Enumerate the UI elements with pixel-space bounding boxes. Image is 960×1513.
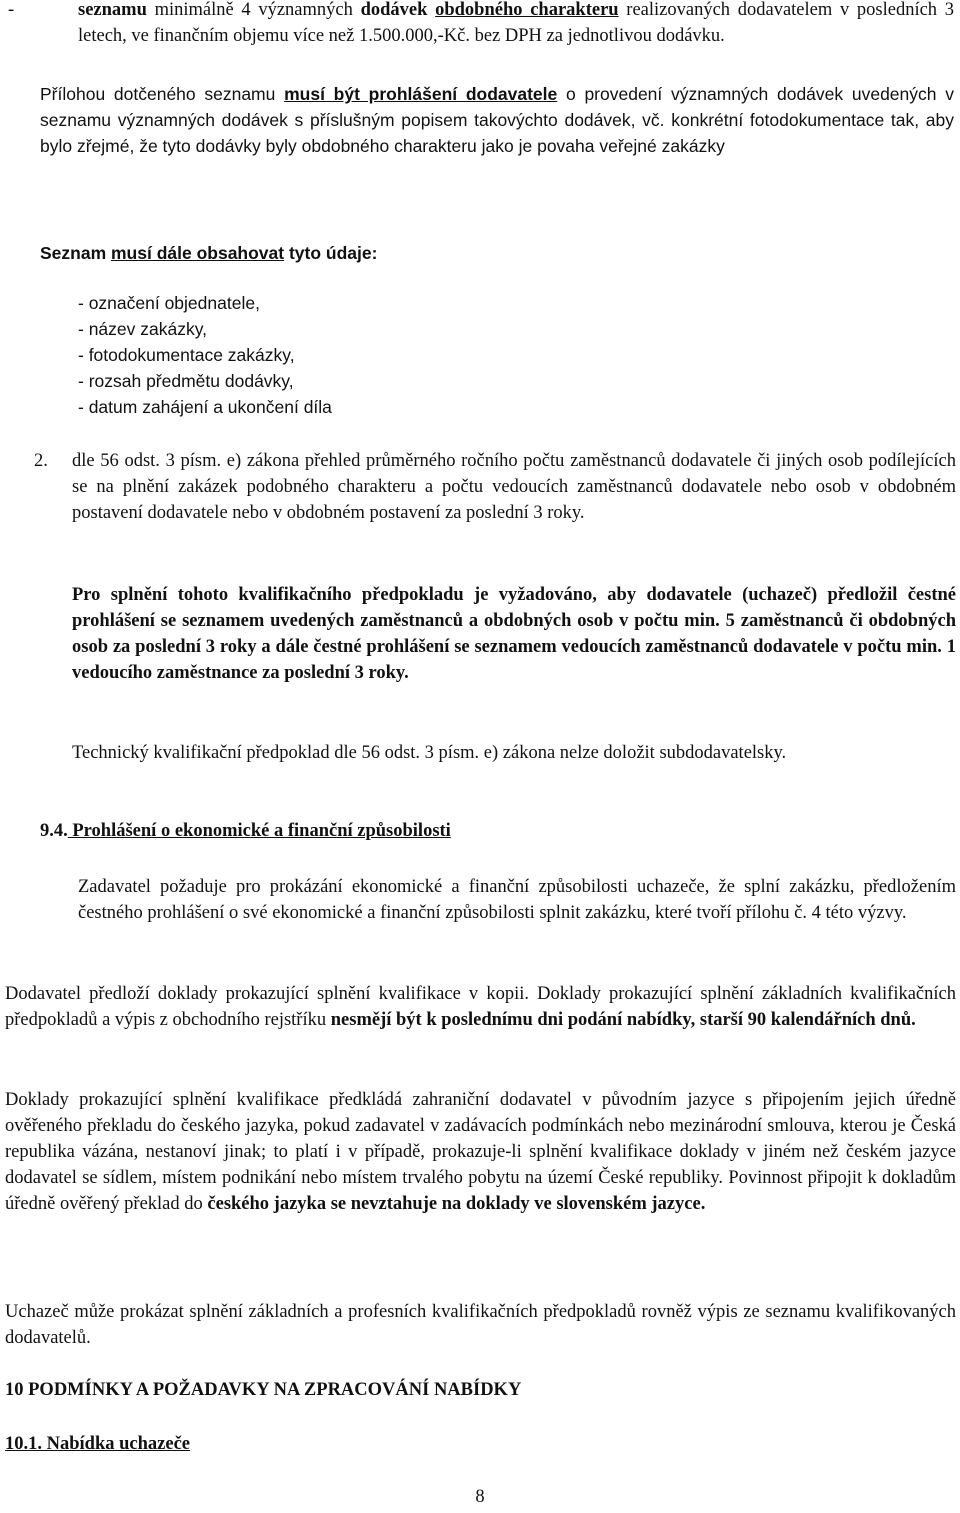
item-2-text: dle 56 odst. 3 písm. e) zákona přehled průměrného ročního počtu zaměstnanců dodavatele či jiných osob podílejících se na plnění zakázek podobného charakteru a počtu vedoucích zaměstnanců dodavatele nebo osob v obdobném postavení dodavatele nebo v obdobném postavení za poslední 3 roky. bbox=[72, 451, 956, 523]
text-bold-underlined: obdobného charakteru bbox=[435, 0, 619, 20]
text-bold-underlined: musí dále obsahovat bbox=[111, 243, 285, 263]
text: realizovaných dodavatelem v posledních 3 letech, ve finančním objemu více než 1.500.000,-Kč. bez DPH za jednotlivou dodávku. bbox=[78, 0, 955, 46]
list-item: - datum zahájení a ukončení díla bbox=[78, 397, 332, 417]
paragraph-uchazec: Uchazeč může prokázat splnění základních a profesních kvalifikačních předpokladů rovněž výpis ze seznamu kvalifikovaných dodavatelů. bbox=[5, 1302, 956, 1348]
paragraph-zadavatel: Zadavatel požaduje pro prokázání ekonomické a finanční způsobilosti uchazeče, že splní zakázku, předložením čestného prohlášení o své ekonomické a finanční způsobilosti splnit zakázku, které tvoří přílohu č. 4 této výzvy. bbox=[78, 877, 956, 923]
text: Přílohou dotčeného seznamu bbox=[40, 84, 285, 104]
text-bold: Seznam bbox=[40, 243, 111, 263]
text-bold: českého jazyka se nevztahuje na doklady ve slovenském jazyce. bbox=[207, 1194, 706, 1214]
text-bold: Pro splnění tohoto kvalifikačního předpokladu je vyžadováno, aby dodavatele (uchazeč) předložil čestné prohlášení se seznamem uvedených zaměstnanců a obdobných osob v počtu min. 5 zaměstnanců či obdobných osob za poslední 3 roky a dále čestné prohlášení se seznamem vedoucích zaměstnanců dodavatele v počtu min. 1 vedoucího zaměstnance za poslední 3 roky. bbox=[72, 585, 956, 683]
list-item: - rozsah předmětu dodávky, bbox=[78, 371, 294, 391]
list-item: - fotodokumentace zakázky, bbox=[78, 345, 295, 365]
seznam-heading bbox=[40, 240, 954, 266]
bullet-dash: - bbox=[8, 0, 15, 20]
paragraph-technicky: Technický kvalifikační předpoklad dle 56 odst. 3 písm. e) zákona nelze doložit subdodavatelsky. bbox=[72, 743, 787, 763]
text: Dodavatel předloží doklady prokazující splnění kvalifikace v kopii. Doklady prokazující splnění základních kvalifikačních předpokladů a výpis z obchodního rejstříku bbox=[5, 984, 956, 1030]
heading-10-1 bbox=[5, 1431, 605, 1457]
section-title: Prohlášení o ekonomické a finanční způsobilosti bbox=[67, 821, 451, 841]
text: Doklady prokazující splnění kvalifikace předkládá zahraniční dodavatel v původním jazyce s připojením jejich úředně ověřeného překladu do českého jazyka, pokud zadavatel v zadávacích podmínkách nebo mezinárodní smlouva, kterou je Česká republika vázána, nestanoví jinak; to platí i v případě, prokazuje-li splnění kvalifikace doklady v jiném než českém jazyce dodavatel se sídlem, místem podnikání nebo místem trvalého pobytu na území České republiky. Povinnost připojit k dokladům úředně ověřený překlad do bbox=[5, 1090, 956, 1214]
section-number: 9.4. bbox=[40, 821, 68, 841]
page-number: 8 bbox=[475, 1487, 485, 1507]
heading-10-1-text: 10.1. Nabídka uchazeče bbox=[5, 1434, 190, 1454]
heading-10-text: 10 PODMÍNKY A POŽADAVKY NA ZPRACOVÁNÍ NABÍDKY bbox=[5, 1380, 522, 1400]
paragraph-pro-splneni bbox=[72, 582, 956, 686]
list-item: - název zakázky, bbox=[78, 319, 208, 339]
text bbox=[427, 0, 435, 20]
text-bold: nesmějí být k poslednímu dni podání nabídky, starší 90 kalendářních dnů. bbox=[330, 1010, 916, 1030]
seznam-list bbox=[78, 290, 678, 420]
text: minimálně 4 významných bbox=[146, 0, 361, 20]
paragraph-doklady bbox=[5, 1087, 956, 1217]
paragraph-seznamu bbox=[78, 0, 954, 49]
heading-10 bbox=[5, 1377, 945, 1403]
paragraph-prilohou bbox=[40, 81, 954, 159]
paragraph-dodavatel bbox=[5, 981, 956, 1033]
list-item: - označení objednatele, bbox=[78, 293, 260, 313]
item-2-number: 2. bbox=[34, 451, 48, 471]
text-bold: dodávek bbox=[360, 0, 428, 20]
text-bold-underlined: musí být prohlášení dodavatele bbox=[284, 84, 558, 104]
text: o provedení významných dodávek uvedených v seznamu významných dodávek s příslušným popisem takovýchto dodávek, vč. konkrétní fotodokumentace tak, aby bylo zřejmé, že tyto dodávky byly obdobného charakteru jako je povaha veřejné zakázky bbox=[40, 84, 954, 156]
section-9-4-heading bbox=[40, 818, 940, 844]
text-bold: tyto údaje: bbox=[284, 243, 378, 263]
text-bold: seznamu bbox=[78, 0, 147, 20]
